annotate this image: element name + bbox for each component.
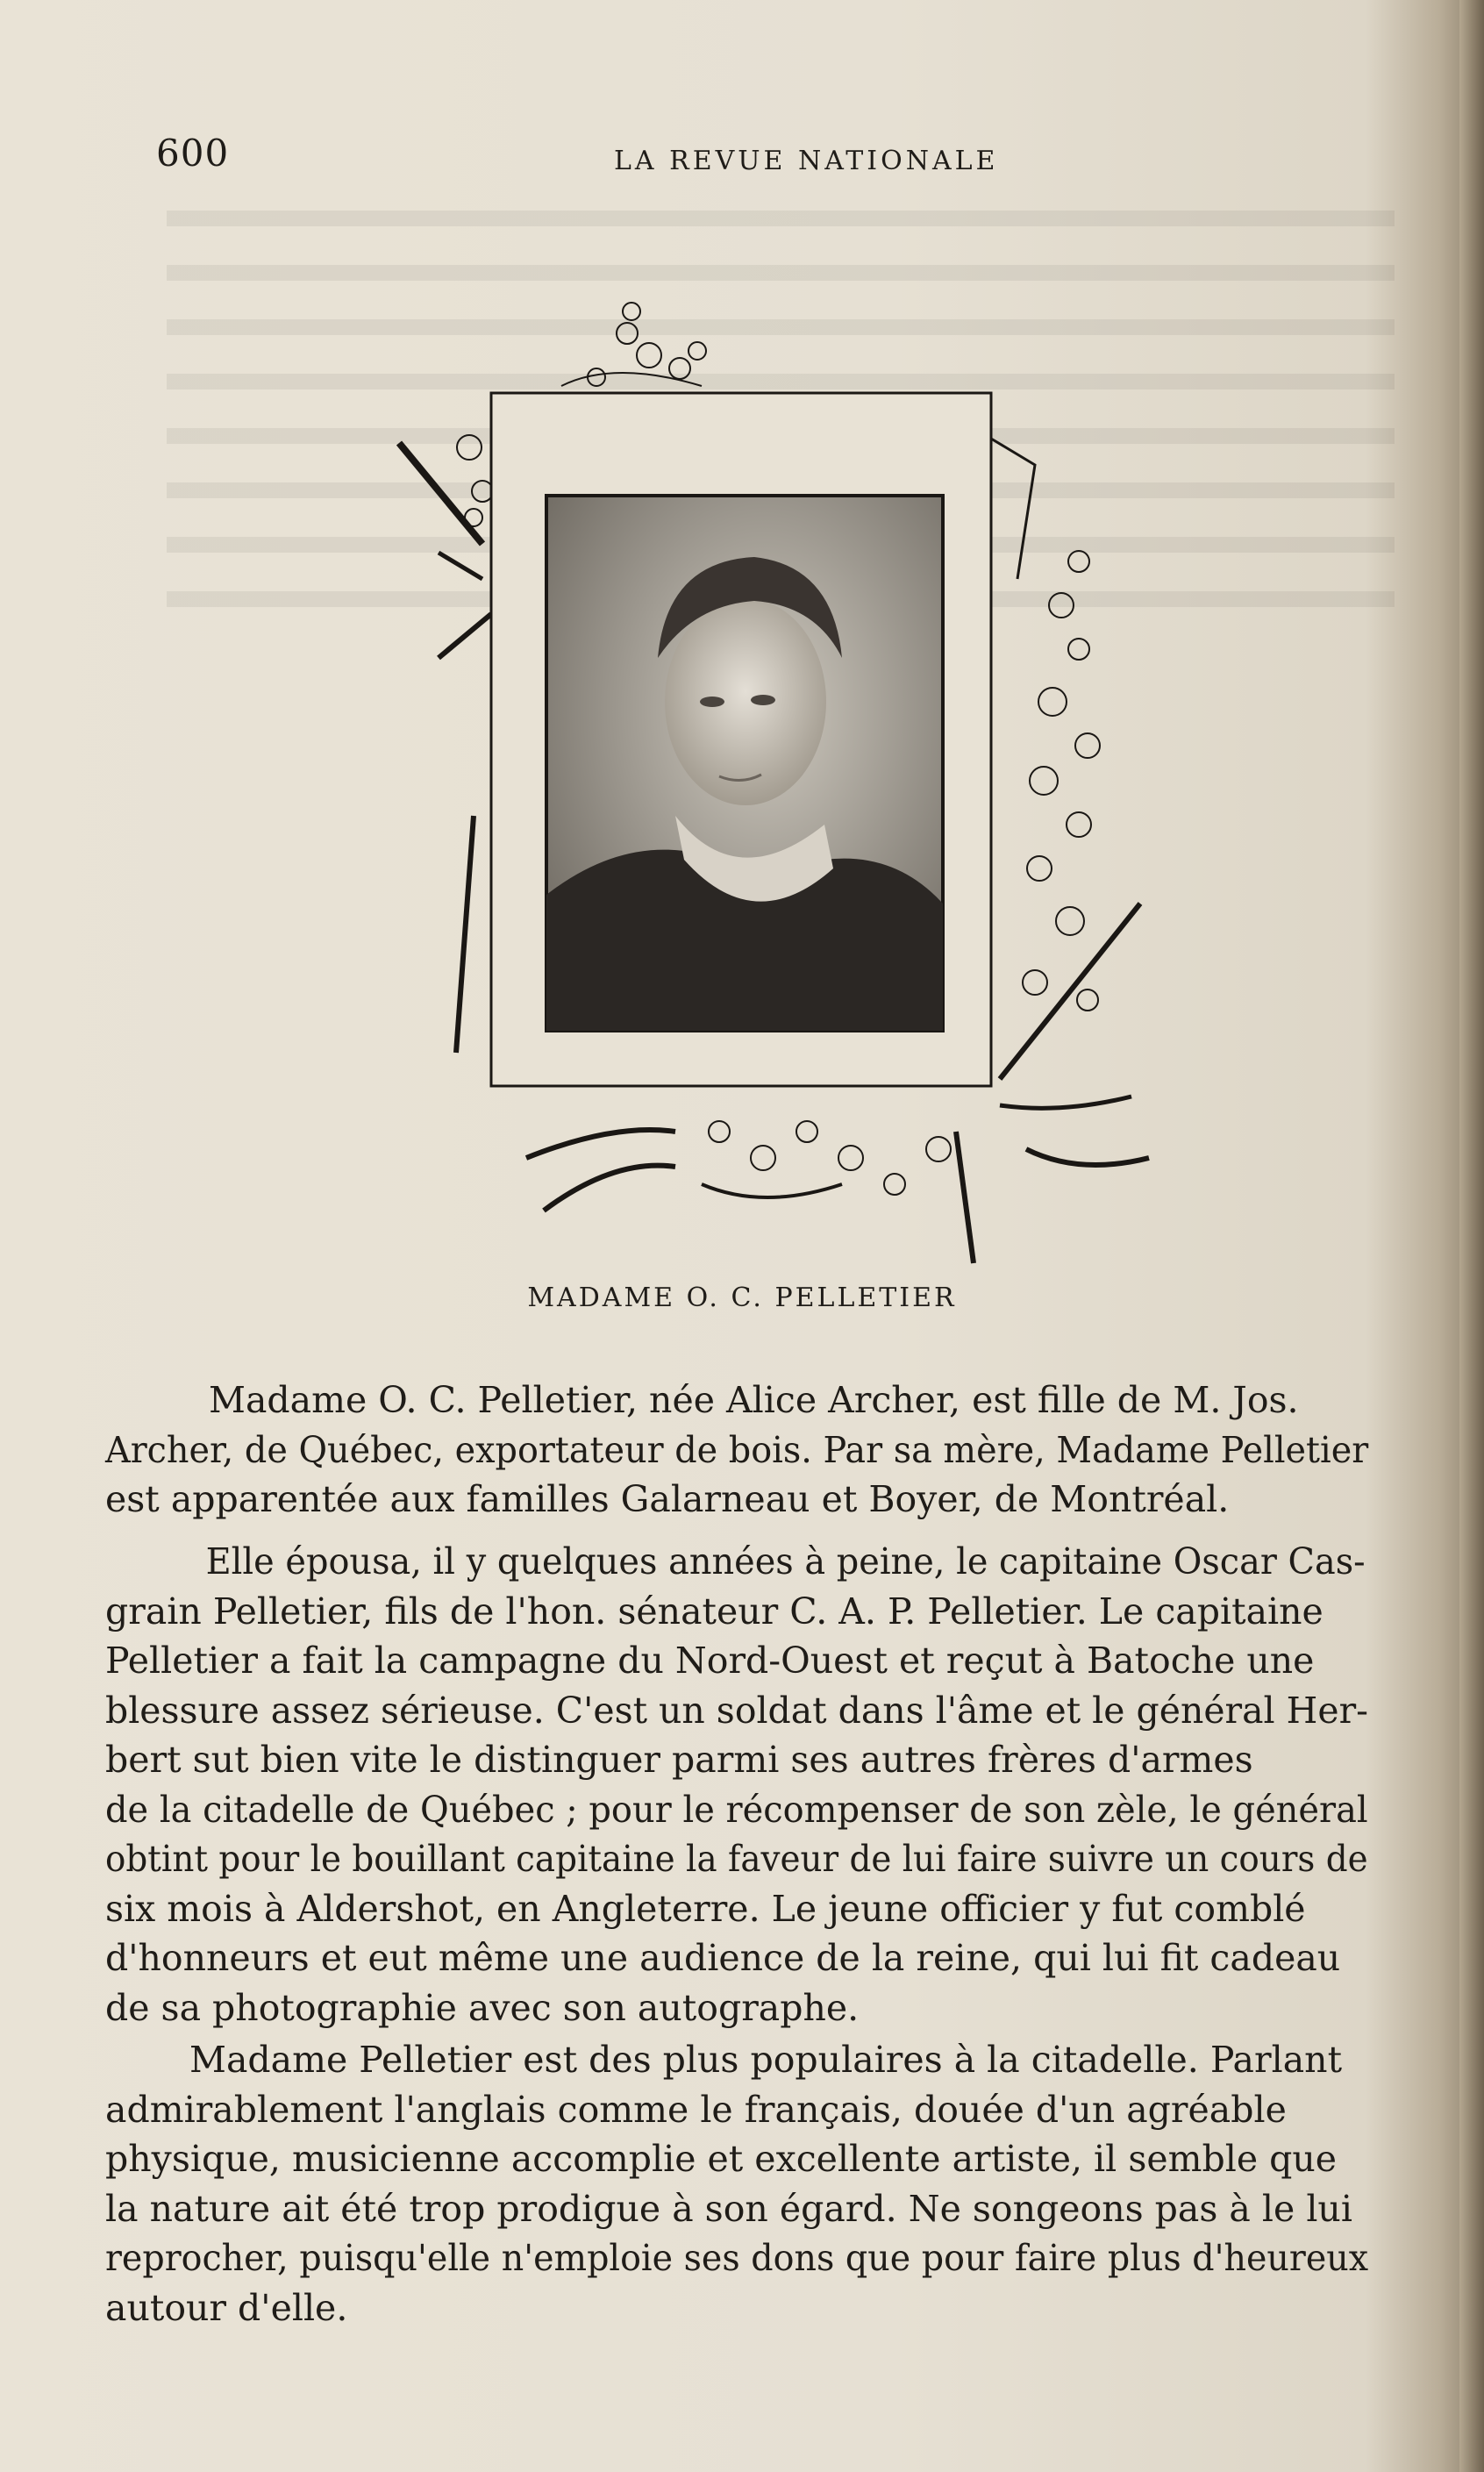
text-line: est apparentée aux familles Galarneau et Boyer, de Montréal.: [105, 1478, 1230, 1520]
text-line: d'honneurs et eut même une audience de la reine, qui lui fit cadeau: [105, 1937, 1341, 1979]
text-line: bert sut bien vite le distinguer parmi ses autres frères d'armes: [105, 1739, 1253, 1781]
portrait-illustration: [386, 289, 1158, 1281]
running-title: LA REVUE NATIONALE: [614, 146, 999, 176]
floral-ornament-top: [561, 303, 706, 386]
text-line: Madame Pelletier est des plus populaires à la citadelle. Parlant: [189, 2039, 1343, 2081]
text-line: Madame O. C. Pelletier, née Alice Archer, est fille de M. Jos.: [209, 1379, 1299, 1421]
text-line: obtint pour le bouillant capitaine la faveur de lui faire suivre un cours de: [105, 1838, 1368, 1880]
text-line: grain Pelletier, fils de l'hon. sénateur C. A. P. Pelletier. Le capitaine: [105, 1590, 1323, 1633]
text-line: blessure assez sérieuse. C'est un soldat dans l'âme et le général Her-: [105, 1689, 1368, 1732]
text-line: de la citadelle de Québec ; pour le récompenser de son zèle, le général: [105, 1788, 1368, 1831]
text-line: reprocher, puisqu'elle n'emploie ses dons que pour faire plus d'heureux: [105, 2237, 1369, 2279]
figure-caption: MADAME O. C. PELLETIER: [527, 1282, 957, 1313]
text-line: la nature ait été trop prodigue à son égard. Ne songeons pas à le lui: [105, 2187, 1352, 2230]
floral-ornament-left: [399, 435, 493, 1053]
page-spine-shadow: [1459, 0, 1484, 2472]
page-number: 600: [156, 132, 230, 175]
text-line: admirablement l'anglais comme le français, douée d'un agréable: [105, 2088, 1287, 2131]
text-line: physique, musicienne accomplie et excellente artiste, il semble que: [105, 2138, 1338, 2180]
paragraph-1: [105, 1375, 1368, 1525]
floral-ornament-right: [991, 439, 1149, 1165]
text-line: de sa photographie avec son autographe.: [105, 1986, 860, 2029]
paragraph-2: [105, 1537, 1368, 2033]
text-line: Archer, de Québec, exportateur de bois. Par sa mère, Madame Pelletier: [105, 1428, 1369, 1471]
text-line: Elle épousa, il y quelques années à peine, le capitaine Oscar Cas-: [205, 1540, 1366, 1583]
text-line: six mois à Aldershot, en Angleterre. Le jeune officier y fut comblé: [105, 1887, 1306, 1930]
paragraph-3: [105, 2035, 1368, 2333]
floral-ornament-bottom: [526, 1121, 974, 1263]
text-line: Pelletier a fait la campagne du Nord-Ouest et reçut à Batoche une: [105, 1640, 1315, 1682]
text-line: autour d'elle.: [105, 2286, 348, 2329]
